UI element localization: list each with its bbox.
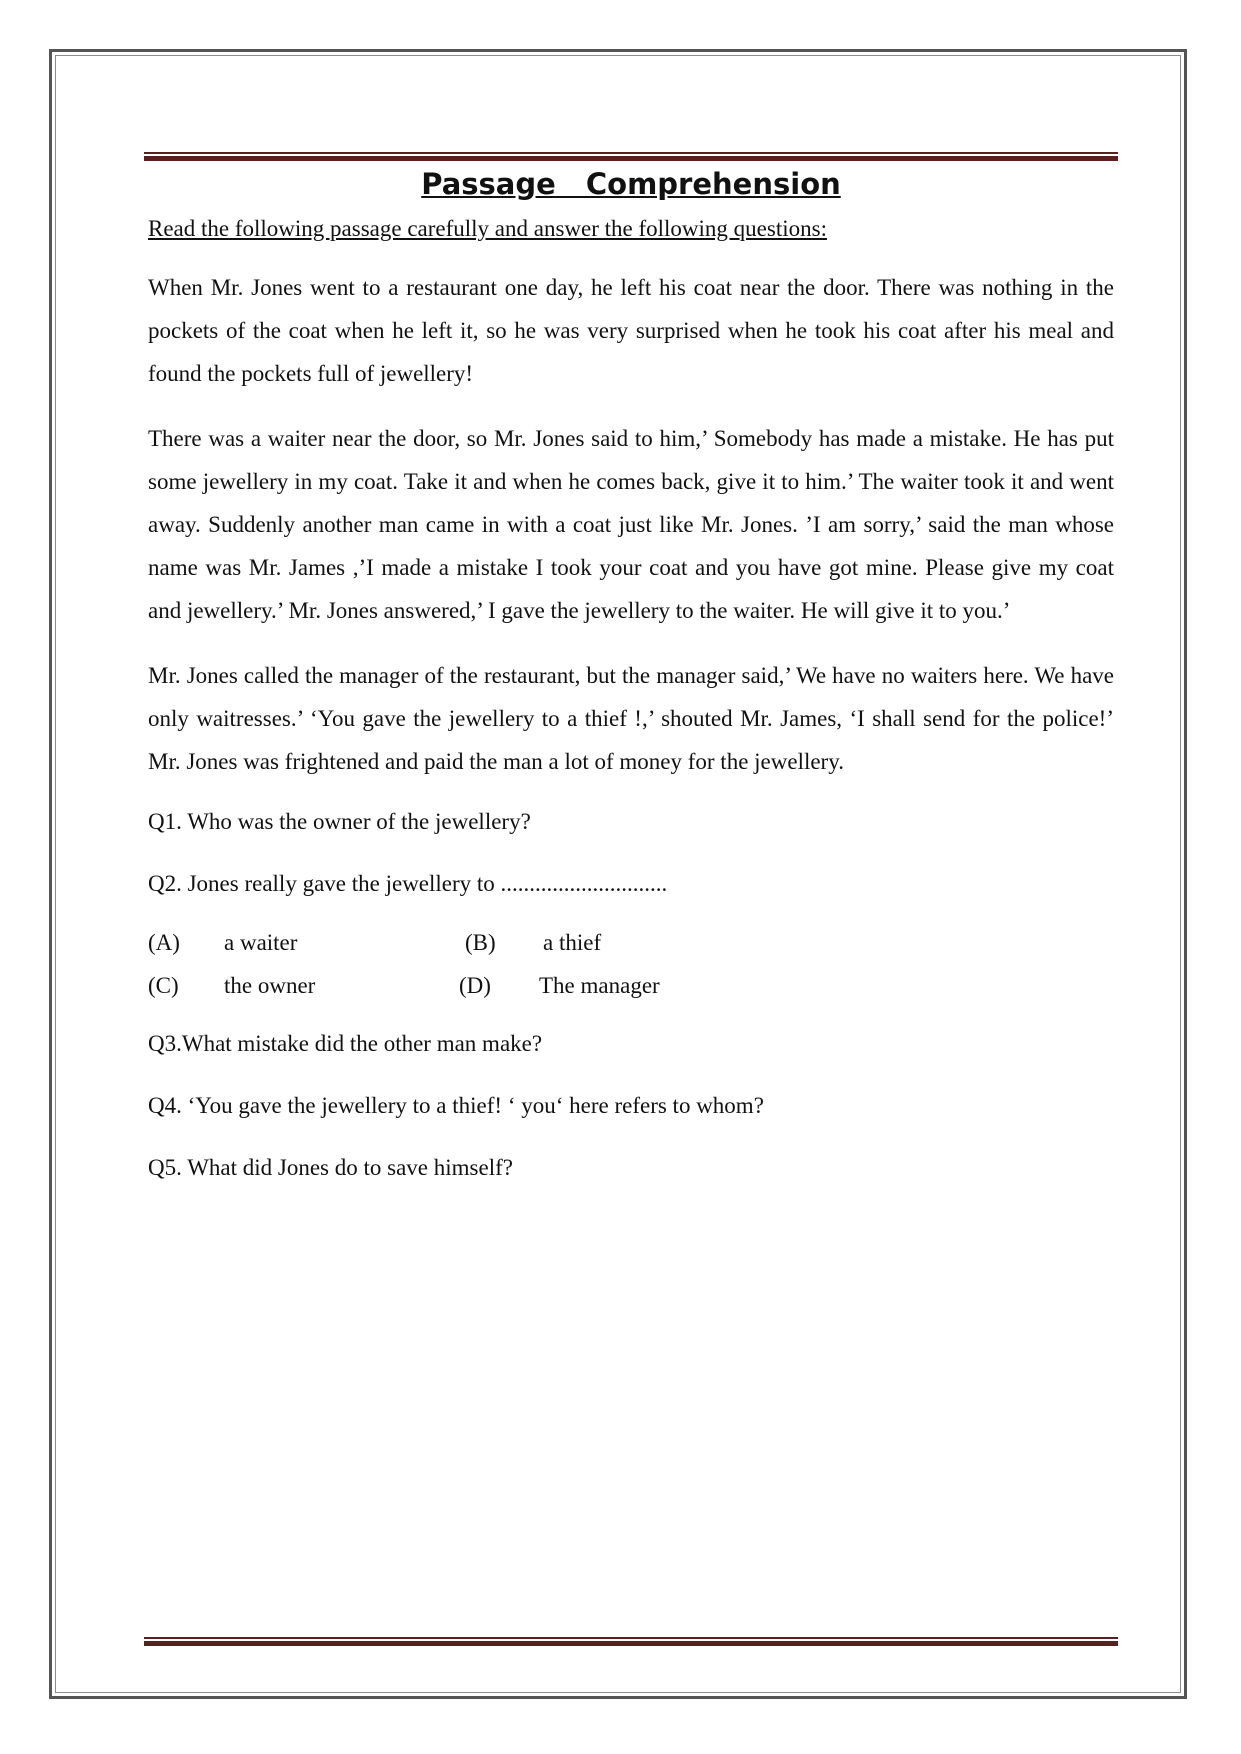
option-d-letter: (D) xyxy=(459,973,491,998)
worksheet-content xyxy=(148,160,1114,1183)
footer-rule xyxy=(144,1637,1118,1646)
question-2-options xyxy=(148,921,1114,1007)
option-d xyxy=(459,964,660,1007)
option-c xyxy=(148,964,315,1007)
option-b-text: a thief xyxy=(543,930,602,955)
question-4: Q4. ‘You gave the jewellery to a thief! ‘ you‘ here refers to whom? xyxy=(148,1093,764,1118)
option-a xyxy=(148,921,297,964)
page-title: Passage Comprehension xyxy=(421,167,841,201)
question-1: Q1. Who was the owner of the jewellery? xyxy=(148,809,531,834)
question-5: Q5. What did Jones do to save himself? xyxy=(148,1155,513,1180)
option-b-letter: (B) xyxy=(465,930,496,955)
passage-paragraph-3: Mr. Jones called the manager of the restaurant, but the manager said,’ We have no waiters here. We have only waitresses.’ ‘You gave the jewellery to a thief !,’ shouted Mr. James, ‘I shall send for the police!’ Mr. Jones was frightened and paid the man a lot of money for the jewellery. xyxy=(148,663,1114,774)
question-2: Q2. Jones really gave the jewellery to ............................. xyxy=(148,871,668,896)
option-d-text: The manager xyxy=(539,973,660,998)
question-3: Q3.What mistake did the other man make? xyxy=(148,1031,543,1056)
option-b xyxy=(465,921,601,964)
option-c-letter: (C) xyxy=(148,973,179,998)
option-c-text: the owner xyxy=(224,973,316,998)
passage-paragraph-1: When Mr. Jones went to a restaurant one day, he left his coat near the door. There was nothing in the pockets of the coat when he left it, so he was very surprised when he took his coat after his meal and found the pockets full of jewellery! xyxy=(148,275,1114,386)
passage-paragraph-2: There was a waiter near the door, so Mr. Jones said to him,’ Somebody has made a mistake. He has put some jewellery in my coat. Take it and when he comes back, give it to him.’ The waiter took it and went away. Suddenly another man came in with a coat just like Mr. Jones. ’I am sorry,’ said the man whose name was Mr. James ,’I made a mistake I took your coat and you have got mine. Please give my coat and jewellery.’ Mr. Jones answered,’ I gave the jewellery to the waiter. He will give it to you.’ xyxy=(148,426,1114,623)
option-a-text: a waiter xyxy=(224,930,298,955)
instruction-text: Read the following passage carefully and answer the following questions: xyxy=(148,216,827,241)
option-a-letter: (A) xyxy=(148,930,180,955)
